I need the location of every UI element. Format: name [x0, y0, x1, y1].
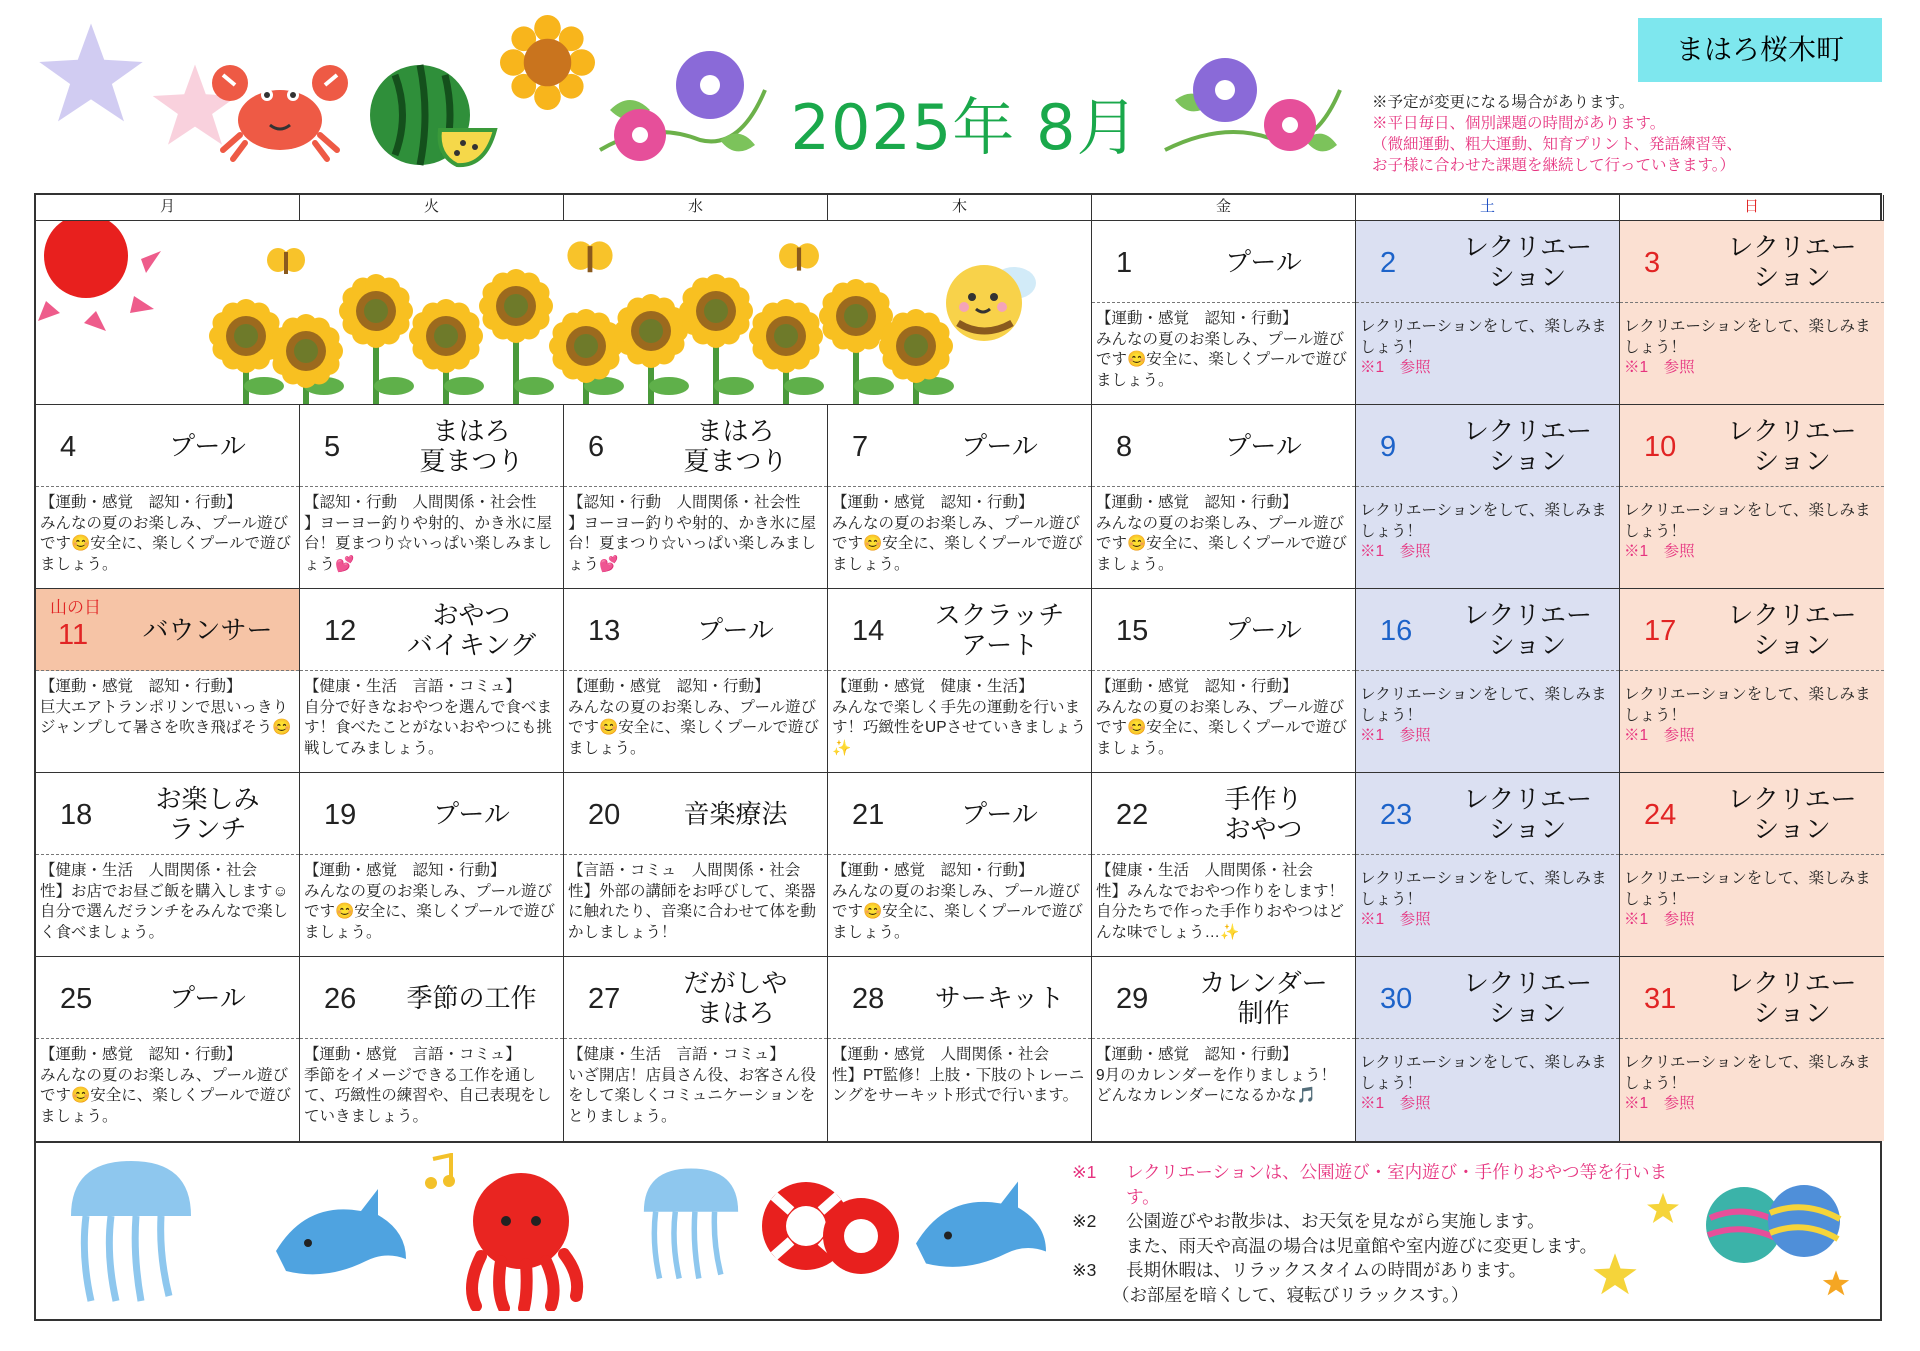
activity-title: レクリエー ション: [1727, 783, 1857, 844]
day-header: [564, 773, 827, 855]
day-header: [1356, 405, 1619, 487]
activity-text: いざ開店！店員さん役、お客さん役をして楽しくコミュニケーションをとりましょう。: [568, 1066, 817, 1125]
activity-text: 自分で好きなおやつを選んで食べます！食べたことがないおやつにも挑戦してみましょう。: [304, 698, 553, 757]
day-header: [1356, 221, 1619, 303]
day-number: 19: [324, 799, 357, 831]
activity-description: [828, 487, 1091, 588]
recreation-text: レクリエーションをして、楽しみましょう！: [1624, 502, 1871, 540]
recreation-text: レクリエーションをして、楽しみましょう！: [1624, 870, 1871, 908]
activity-description: [564, 855, 827, 956]
reference-note: ※1 参照: [1624, 543, 1695, 560]
activity-title: お楽しみ ランチ: [155, 783, 260, 844]
day-header: [300, 957, 563, 1039]
sunflower-icon: [409, 299, 484, 405]
reference-note: ※1 参照: [1360, 1095, 1431, 1112]
day-header: [828, 405, 1091, 487]
day-number: 13: [588, 615, 621, 647]
activity-description: [1620, 671, 1884, 772]
crab-icon: [205, 55, 355, 165]
activity-category: 【認知・行動 人間関係・社会性: [304, 494, 537, 511]
activity-category: 【健康・生活 人間関係・社会: [1096, 862, 1314, 879]
activity-category: 【健康・生活 人間関係・社会: [40, 862, 258, 879]
activity-title: プール: [961, 798, 1038, 829]
day-number: 12: [324, 615, 357, 647]
activity-category: 【運動・感覚 言語・コミュ】: [304, 1046, 521, 1063]
day-number: 25: [60, 983, 93, 1015]
day-cell-16: [1356, 589, 1620, 773]
recreation-text: レクリエーションをして、楽しみましょう！: [1624, 1054, 1871, 1092]
day-header: [1620, 773, 1884, 855]
bee-icon: [936, 251, 1046, 351]
activity-text: みんなの夏のお楽しみ、プール遊びです😊安全に、楽しくプールで遊びましょう。: [832, 514, 1084, 573]
day-number: 21: [852, 799, 885, 831]
activity-description: [828, 855, 1091, 956]
activity-text: みんなの夏のお楽しみ、プール遊びです😊安全に、楽しくプールで遊びましょう。: [1096, 698, 1348, 757]
day-cell-17: [1620, 589, 1884, 773]
activity-description: [1356, 303, 1619, 404]
day-cell-4: [36, 405, 300, 589]
day-header: [1356, 589, 1619, 671]
activity-description: [36, 1039, 299, 1141]
activity-description: [1092, 855, 1355, 956]
butterfly-icon: [778, 241, 820, 275]
day-cell-25: [36, 957, 300, 1141]
activity-category: 【運動・感覚 認知・行動】: [40, 1046, 242, 1063]
footnote-text: 公園遊びやお散歩は、お天気を見ながら実施します。: [1126, 1211, 1545, 1231]
day-header: [564, 589, 827, 671]
activity-title: レクリエー ション: [1727, 967, 1857, 1028]
music-note-icon: [421, 1153, 461, 1193]
day-number: 23: [1380, 799, 1413, 831]
sunflower-icon: [339, 274, 414, 405]
day-cell-11: [36, 589, 300, 773]
day-header: [36, 589, 299, 671]
activity-category: 【運動・感覚 認知・行動】: [40, 494, 242, 511]
weekday-header: 火: [300, 195, 564, 221]
day-header: [36, 405, 299, 487]
day-header: [36, 957, 299, 1039]
weekday-header-sunday: 日: [1620, 195, 1884, 221]
activity-title: プール: [169, 430, 246, 461]
day-header: [1092, 589, 1355, 671]
activity-title: レクリエー ション: [1463, 783, 1592, 844]
activity-description: [36, 487, 299, 588]
header: [0, 0, 1920, 190]
sunflower-icon: [749, 299, 824, 405]
morning-glory-icon: [1155, 40, 1345, 170]
activity-description: [300, 1039, 563, 1141]
activity-text: みんなの夏のお楽しみ、プール遊びです😊安全に、楽しくプールで遊びましょう。: [304, 882, 556, 941]
activity-category: 【運動・感覚 人間関係・社会: [832, 1046, 1050, 1063]
activity-description: [1620, 303, 1884, 404]
day-number: 3: [1644, 247, 1661, 279]
activity-category: 【運動・感覚 認知・行動】: [1096, 678, 1298, 695]
sunflower-icon: [679, 274, 754, 405]
activity-text: 9月のカレンダーを作りましょう！どんなカレンダーになるかな🎵: [1096, 1066, 1337, 1104]
activity-description: [36, 671, 299, 772]
day-cell-20: [564, 773, 828, 957]
activity-description: [300, 855, 563, 956]
yo-yo-balloon-icon: [1696, 1163, 1846, 1283]
day-header: [1092, 221, 1355, 303]
day-number: 29: [1116, 983, 1149, 1015]
activity-title: まはろ 夏まつり: [419, 415, 524, 476]
facility-name: まはろ桜木町: [1638, 18, 1882, 82]
weekday-header: 金: [1092, 195, 1356, 221]
day-cell-30: [1356, 957, 1620, 1141]
swim-ring-icon: [756, 1166, 906, 1296]
day-header: [564, 957, 827, 1039]
activity-category: 【認知・行動 人間関係・社会性: [568, 494, 801, 511]
day-number: 5: [324, 431, 341, 463]
activity-title: バウンサー: [142, 614, 273, 645]
activity-description: [1356, 855, 1619, 956]
activity-title: レクリエー ション: [1463, 415, 1592, 476]
reference-note: ※1 参照: [1360, 359, 1431, 376]
day-number: 27: [588, 983, 621, 1015]
footnote-2-cont: また、雨天や高温の場合は児童館や室内遊びに変更します。: [1126, 1235, 1598, 1256]
activity-title: レクリエー ション: [1727, 599, 1857, 660]
activity-text: 性】PT監修！上肢・下肢のトレーニングをサーキット形式で行います。: [832, 1066, 1085, 1104]
activity-category: 【運動・感覚 健康・生活】: [832, 678, 1034, 695]
star-icon: [1822, 1269, 1850, 1297]
footnotes: [1072, 1160, 1692, 1307]
weekday-header: 水: [564, 195, 828, 221]
activity-description: [564, 671, 827, 772]
footnote-text: レクリエーションは、公園遊び・室内遊び・手作りおやつ等を行います。: [1126, 1162, 1668, 1207]
day-header: [1620, 589, 1884, 671]
reference-note: ※1 参照: [1624, 911, 1695, 928]
activity-description: [1356, 487, 1619, 588]
recreation-text: レクリエーションをして、楽しみましょう！: [1624, 686, 1871, 724]
activity-title: レクリエー ション: [1727, 231, 1857, 292]
day-number: 14: [852, 615, 885, 647]
day-number: 28: [852, 983, 885, 1015]
day-cell-15: [1092, 589, 1356, 773]
activity-category: 【言語・コミュ 人間関係・社会: [568, 862, 801, 879]
day-cell-8: [1092, 405, 1356, 589]
weekday-header: 月: [36, 195, 300, 221]
activity-title: カレンダー 制作: [1199, 967, 1328, 1028]
note-line: お子様に合わせた課題を継続して行っていきます。）: [1372, 157, 1736, 174]
footnote-mark: ※3: [1072, 1260, 1097, 1280]
recreation-text: レクリエーションをして、楽しみましょう！: [1360, 686, 1607, 724]
footnote-text: 長期休暇は、リラックスタイムの時間があります。: [1126, 1260, 1527, 1280]
activity-title: プール: [1225, 246, 1302, 277]
activity-title: レクリエー ション: [1463, 231, 1592, 292]
day-number: 24: [1644, 799, 1677, 831]
sunflower-icon: [269, 314, 344, 405]
day-cell-9: [1356, 405, 1620, 589]
day-cell-3: [1620, 221, 1884, 405]
dolphin-icon: [906, 1161, 1056, 1301]
weekday-header-saturday: 土: [1356, 195, 1620, 221]
day-cell-22: [1092, 773, 1356, 957]
activity-text: 】ヨーヨー釣りや射的、かき氷に屋台！夏まつり☆いっぱい楽しみましょう💕: [304, 514, 553, 573]
activity-title: まはろ 夏まつり: [683, 415, 788, 476]
day-header: [1092, 773, 1355, 855]
sun-icon: [36, 221, 166, 331]
activity-category: 【健康・生活 言語・コミュ】: [304, 678, 521, 695]
calendar-grid: [34, 193, 1882, 1143]
activity-description: [828, 671, 1091, 772]
footnote-mark: ※1: [1072, 1162, 1097, 1182]
day-cell-27: [564, 957, 828, 1141]
day-cell-24: [1620, 773, 1884, 957]
activity-description: [300, 671, 563, 772]
day-header: [1356, 957, 1619, 1039]
activity-text: 】ヨーヨー釣りや射的、かき氷に屋台！夏まつり☆いっぱい楽しみましょう💕: [568, 514, 817, 573]
day-number: 15: [1116, 615, 1149, 647]
dolphin-icon: [266, 1181, 416, 1296]
activity-category: 【運動・感覚 認知・行動】: [304, 862, 506, 879]
day-cell-5: [300, 405, 564, 589]
activity-text: みんなの夏のお楽しみ、プール遊びです😊安全に、楽しくプールで遊びましょう。: [40, 514, 292, 573]
header-notes: [1372, 92, 1912, 176]
activity-title: プール: [433, 798, 510, 829]
activity-title: プール: [961, 430, 1038, 461]
activity-description: [1620, 487, 1884, 588]
activity-description: [1356, 1039, 1619, 1141]
footnote-3-cont: （お部屋を暗くして、寝転びリラックスす。）: [1112, 1284, 1469, 1305]
activity-text: みんなの夏のお楽しみ、プール遊びです😊安全に、楽しくプールで遊びましょう。: [568, 698, 820, 757]
activity-text: みんなの夏のお楽しみ、プール遊びです😊安全に、楽しくプールで遊びましょう。: [832, 882, 1084, 941]
activity-category: 【運動・感覚 認知・行動】: [40, 678, 242, 695]
activity-text: みんなの夏のお楽しみ、プール遊びです😊安全に、楽しくプールで遊びましょう。: [1096, 514, 1348, 573]
activity-description: [1092, 487, 1355, 588]
day-cell-2: [1356, 221, 1620, 405]
recreation-text: レクリエーションをして、楽しみましょう！: [1360, 870, 1607, 908]
activity-category: 【運動・感覚 認知・行動】: [832, 494, 1034, 511]
activity-title: 手作り おやつ: [1224, 783, 1303, 844]
day-number: 17: [1644, 615, 1677, 647]
activity-title: プール: [169, 982, 246, 1013]
note-line: （微細運動、粗大運動、知育プリント、発語練習等、: [1372, 136, 1742, 153]
day-header: [1092, 405, 1355, 487]
activity-category: 【運動・感覚 認知・行動】: [568, 678, 770, 695]
day-header: [1620, 221, 1884, 303]
day-header: [828, 957, 1091, 1039]
activity-title: 季節の工作: [406, 982, 537, 1013]
day-header: [828, 773, 1091, 855]
day-number: 18: [60, 799, 93, 831]
activity-text: 性】みんなでおやつ作りをします！自分たちで作った手作りおやつはどんな味でしょう…✨: [1096, 882, 1345, 941]
day-cell-14: [828, 589, 1092, 773]
activity-description: [1092, 1039, 1355, 1141]
day-number: 26: [324, 983, 357, 1015]
watermelon-icon: [365, 55, 500, 170]
day-number: 31: [1644, 983, 1677, 1015]
day-header: [300, 589, 563, 671]
recreation-text: レクリエーションをして、楽しみましょう！: [1360, 318, 1607, 356]
day-number: 2: [1380, 247, 1397, 279]
activity-title: サーキット: [934, 982, 1065, 1013]
activity-description: [828, 1039, 1091, 1141]
note-line: ※予定が変更になる場合があります。: [1372, 94, 1635, 111]
day-cell-1: [1092, 221, 1356, 405]
day-header: [1356, 773, 1619, 855]
reference-note: ※1 参照: [1624, 359, 1695, 376]
activity-title: おやつ バイキング: [406, 599, 537, 660]
activity-category: 【健康・生活 言語・コミュ】: [568, 1046, 785, 1063]
activity-title: プール: [697, 614, 774, 645]
jellyfish-icon: [636, 1156, 746, 1291]
day-number: 9: [1380, 431, 1397, 463]
activity-description: [1620, 855, 1884, 956]
activity-description: [300, 487, 563, 588]
activity-description: [1620, 1039, 1884, 1141]
activity-title: レクリエー ション: [1463, 967, 1592, 1028]
activity-text: 性】お店でお昼ご飯を購入します☺自分で選んだランチをみんなで楽しく食べましょう。: [40, 882, 289, 941]
day-header: [828, 589, 1091, 671]
day-number: 7: [852, 431, 869, 463]
reference-note: ※1 参照: [1624, 727, 1695, 744]
summer-illustration: [36, 221, 1092, 405]
note-line: ※平日毎日、個別課題の時間があります。: [1372, 115, 1666, 132]
footnote-1: [1072, 1160, 1692, 1209]
activity-title: プール: [1225, 614, 1302, 645]
day-cell-18: [36, 773, 300, 957]
reference-note: ※1 参照: [1360, 911, 1431, 928]
day-cell-19: [300, 773, 564, 957]
footnote-2: [1072, 1209, 1692, 1234]
jellyfish-icon: [61, 1156, 201, 1306]
day-number: 8: [1116, 431, 1133, 463]
activity-text: 巨大エアトランポリンで思いっきりジャンプして暑さを吹き飛ばそう😊: [40, 698, 292, 736]
activity-text: みんなの夏のお楽しみ、プール遊びです😊安全に、楽しくプールで遊びましょう。: [1096, 330, 1348, 389]
morning-glory-icon: [590, 30, 770, 170]
octopus-icon: [446, 1166, 596, 1311]
sunflower-icon: [500, 15, 595, 110]
activity-title: レクリエー ション: [1463, 599, 1592, 660]
sunflower-icon: [479, 269, 554, 405]
day-number: 6: [588, 431, 605, 463]
activity-title: だがしや まはろ: [683, 967, 788, 1028]
butterfly-icon: [566, 239, 614, 277]
activity-title: レクリエー ション: [1727, 415, 1857, 476]
activity-description: [564, 487, 827, 588]
recreation-text: レクリエーションをして、楽しみましょう！: [1624, 318, 1871, 356]
day-cell-21: [828, 773, 1092, 957]
day-number: 16: [1380, 615, 1413, 647]
activity-description: [564, 1039, 827, 1141]
day-cell-31: [1620, 957, 1884, 1141]
activity-description: [1356, 671, 1619, 772]
activity-title: スクラッチ アート: [934, 599, 1065, 660]
day-header: [300, 405, 563, 487]
activity-text: みんなで楽しく手先の運動を行います！巧緻性をUPさせていきましょう✨: [832, 698, 1087, 757]
day-cell-28: [828, 957, 1092, 1141]
footnote-3: [1072, 1258, 1692, 1283]
day-cell-7: [828, 405, 1092, 589]
reference-note: ※1 参照: [1624, 1095, 1695, 1112]
activity-title: 音楽療法: [683, 798, 788, 829]
holiday-label: 山の日: [50, 598, 101, 617]
day-cell-13: [564, 589, 828, 773]
day-number: 10: [1644, 431, 1677, 463]
activity-category: 【運動・感覚 認知・行動】: [1096, 310, 1298, 327]
page-title: 2025年 8月: [790, 91, 1140, 164]
day-header: [1092, 957, 1355, 1039]
recreation-text: レクリエーションをして、楽しみましょう！: [1360, 502, 1607, 540]
recreation-text: レクリエーションをして、楽しみましょう！: [1360, 1054, 1607, 1092]
activity-description: [1092, 303, 1355, 404]
day-number: 22: [1116, 799, 1149, 831]
reference-note: ※1 参照: [1360, 727, 1431, 744]
activity-text: みんなの夏のお楽しみ、プール遊びです😊安全に、楽しくプールで遊びましょう。: [40, 1066, 292, 1125]
day-number: 4: [60, 431, 77, 463]
star-icon: [36, 18, 146, 128]
day-cell-29: [1092, 957, 1356, 1141]
activity-description: [1092, 671, 1355, 772]
day-number: 1: [1116, 247, 1133, 279]
day-cell-26: [300, 957, 564, 1141]
day-header: [300, 773, 563, 855]
sunflower-icon: [614, 294, 689, 405]
activity-text: 季節をイメージできる工作を通して、巧緻性の練習や、自己表現をしていきましょう。: [304, 1066, 552, 1125]
day-header: [36, 773, 299, 855]
butterfly-icon: [266, 246, 306, 278]
day-header: [1620, 957, 1884, 1039]
reference-note: ※1 参照: [1360, 543, 1431, 560]
day-header: [1620, 405, 1884, 487]
day-number: 11: [58, 619, 89, 651]
day-number: 30: [1380, 983, 1413, 1015]
day-cell-23: [1356, 773, 1620, 957]
activity-description: [36, 855, 299, 956]
activity-category: 【運動・感覚 認知・行動】: [1096, 494, 1298, 511]
activity-category: 【運動・感覚 認知・行動】: [1096, 1046, 1298, 1063]
footnote-mark: ※2: [1072, 1211, 1097, 1231]
day-cell-6: [564, 405, 828, 589]
activity-text: 性】外部の講師をお呼びして、楽器に触れたり、音楽に合わせて体を動かしましょう！: [568, 882, 817, 941]
activity-title: プール: [1225, 430, 1302, 461]
day-cell-10: [1620, 405, 1884, 589]
weekday-header: 木: [828, 195, 1092, 221]
day-number: 20: [588, 799, 621, 831]
sunflower-icon: [549, 309, 624, 405]
day-header: [564, 405, 827, 487]
activity-category: 【運動・感覚 認知・行動】: [832, 862, 1034, 879]
day-cell-12: [300, 589, 564, 773]
